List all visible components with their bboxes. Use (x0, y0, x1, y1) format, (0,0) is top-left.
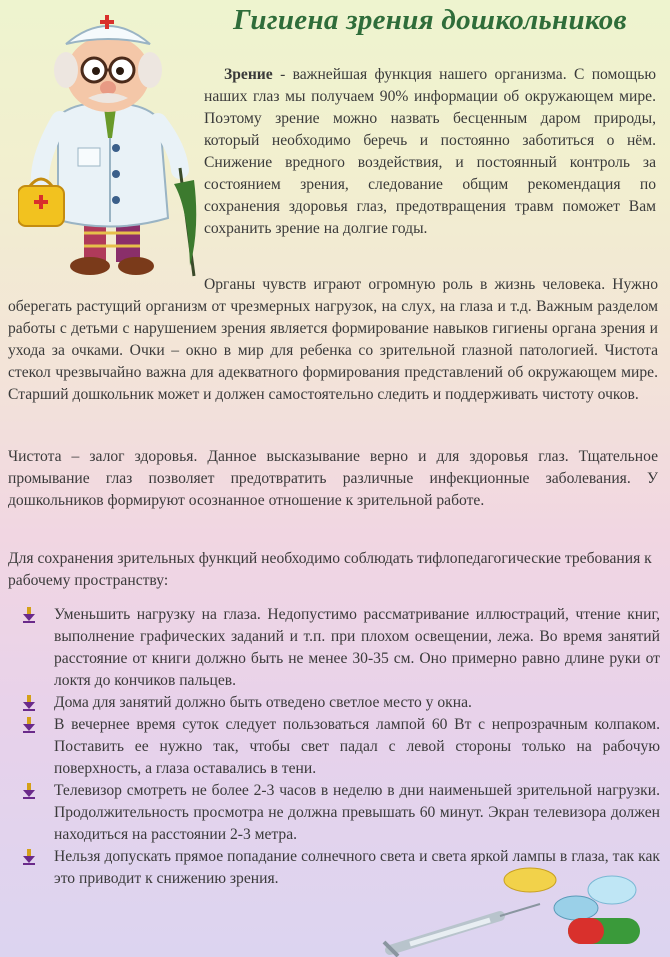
intro-text: - важнейшая функция нашего организма. С помощью наших глаз мы получаем 90% информации об окружающем мире. Поэтому зрение можно назвать бесценным даром природы, который необходимо беречь и постоянно заботиться о нём. Снижение вредного воздействия, и постоянный контроль за состоянием зрения, следование общим рекомендация по сохранения здоровья глаз, предотвращения травм поможет Вам сохранить зрение на долгие годы. (204, 66, 656, 237)
list-item-text: Телевизор смотреть не более 2-3 часов в неделю в дни наименьшей зрительной нагрузки. Продолжительность просмотра не должна превышать 60 минут. Экран телевизора должен находиться на расстоянии 2-3 метра. (54, 782, 660, 843)
arrow-down-bullet-icon (22, 783, 36, 799)
list-item (20, 604, 660, 692)
list-item-text: В вечернее время суток следует пользоваться лампой 60 Вт с непрозрачным колпаком. Поставить ее нужно так, чтобы свет падал с левой стороны только на рабочую поверхность, а глаза оставались в тени. (54, 716, 660, 777)
paragraph-requirements-intro (8, 548, 658, 592)
list-item-text: Дома для занятий должно быть отведено светлое место у окна. (54, 694, 472, 711)
list-item (20, 714, 660, 780)
arrow-down-bullet-icon (22, 717, 36, 733)
intro-bold-word: Зрение (224, 66, 273, 83)
paragraph-cleanliness (8, 446, 658, 512)
list-item (20, 780, 660, 846)
list-item (20, 692, 660, 714)
requirements-list (20, 604, 660, 890)
pills-syringe-illustration (380, 860, 670, 957)
arrow-down-bullet-icon (22, 695, 36, 711)
arrow-down-bullet-icon (22, 607, 36, 623)
paragraph-requirements-intro-text: Для сохранения зрительных функций необходимо соблюдать тифлопедагогические требования к рабочему пространству: (8, 550, 652, 589)
doctor-illustration (18, 8, 200, 288)
arrow-down-bullet-icon (22, 849, 36, 865)
intro-paragraph (204, 64, 656, 240)
intro-block (204, 64, 656, 240)
list-item-text: Нельзя допускать прямое попадание солнечного света и света яркой лампы в глаза, так как это приводит к снижению зрения. (54, 848, 660, 887)
list-item-text: Уменьшить нагрузку на глаза. Недопустимо рассматривание иллюстраций, чтение книг, выполнение графических заданий и т.п. при плохом освещении, лежа. Во время занятий расстояние от книги должно быть не менее 30-35 см. Оно примерно равно длине руки от локтя до кончиков пальцев. (54, 606, 660, 689)
paragraph-cleanliness-text: Чистота – залог здоровья. Данное высказывание верно и для здоровья глаз. Тщательное промывание глаз позволяет предотвратить различные инфекционные заболевания. У дошкольников формируют осознанное отношение к зрительной работе. (8, 448, 658, 509)
paragraph-organs (8, 274, 658, 406)
paragraph-organs-text: Органы чувств играют огромную роль в жизнь человека. Нужно оберегать растущий организм от чрезмерных нагрузок, на слух, на глаза и т.д. Важным разделом работы с детьми с нарушением зрения является формирование навыков гигиены органа зрения и ухода за очками. Очки – окно в мир для ребенка со зрительной глазной патологией. Чистота стекол чрезвычайно важна для адекватного формирования представлений об окружающем мире. Старший дошкольник может и должен самостоятельно следить и поддерживать чистоту очков. (8, 276, 658, 403)
page-title: Гигиена зрения дошкольников (233, 4, 627, 36)
